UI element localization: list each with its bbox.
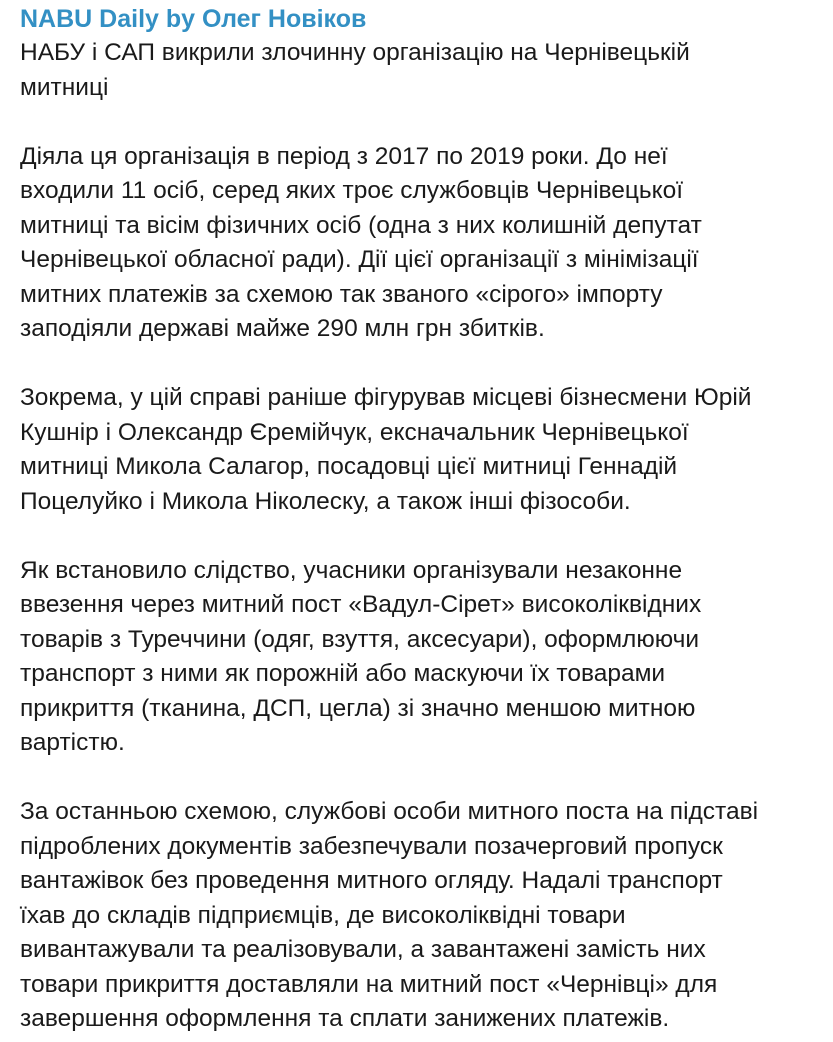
text-line: Діяла ця організація в період з 2017 по 2019 роки. До неї (20, 142, 668, 170)
message-paragraph (20, 554, 819, 761)
text-line: підроблених документів забезпечували позачерговий пропуск (20, 832, 723, 860)
text-line: митниці та вісім фізичних осіб (одна з них колишній депутат (20, 211, 702, 239)
message-paragraph (20, 381, 819, 519)
text-line: Кушнір і Олександр Єремійчук, ексначальник Чернівецької (20, 418, 689, 446)
message-body (20, 36, 819, 1037)
text-line: вантажівок без проведення митного огляду. Надалі транспорт (20, 867, 723, 894)
text-line: товари прикриття доставляли на митний пост «Чернівці» для (20, 970, 718, 998)
text-line: митниці (20, 73, 109, 101)
text-line: товарів з Туреччини (одяг, взуття, аксесуари), оформлюючи (20, 625, 700, 653)
text-line: митниці Микола Салагор, посадовці цієї митниці Геннадій (20, 453, 678, 480)
text-line: вивантажували та реалізовували, а завантажені замість них (20, 936, 706, 963)
message-paragraph (20, 795, 819, 1037)
text-line: входили 11 осіб, серед яких троє службовців Чернівецької (20, 177, 684, 204)
text-line: За останньою схемою, службові особи митного поста на підставі (20, 798, 759, 825)
text-line: Зокрема, у цій справі раніше фігурував місцеві бізнесмени Юрій (20, 384, 752, 411)
message-paragraph (20, 140, 819, 347)
text-line: митних платежів за схемою так званого «сірого» імпорту (20, 280, 663, 308)
text-line: Поцелуйко і Микола Ніколеску, а також інші фізособи. (20, 487, 631, 515)
message-title (20, 36, 819, 105)
text-line: завершення оформлення та сплати занижених платежів. (20, 1005, 670, 1032)
text-line: транспорт з ними як порожній або маскуючи їх товарами (20, 660, 666, 687)
text-line: ввезення через митний пост «Вадул-Сірет» високоліквідних (20, 591, 702, 618)
text-line: НАБУ і САП викрили злочинну організацію на Чернівецькій (20, 39, 690, 66)
text-line: їхав до складів підприємців, де високоліквідні товари (20, 901, 626, 929)
text-line: прикриття (тканина, ДСП, цегла) зі значно меншою митною (20, 694, 696, 722)
text-line: заподіяли державі майже 290 млн грн збитків. (20, 315, 545, 342)
channel-name[interactable]: NABU Daily by Олег Новіков (20, 5, 367, 33)
text-line: Чернівецької обласної ради). Дії цієї організації з мінімізації (20, 246, 699, 273)
text-line: вартістю. (20, 729, 125, 756)
text-line: Як встановило слідство, учасники організували незаконне (20, 556, 683, 584)
